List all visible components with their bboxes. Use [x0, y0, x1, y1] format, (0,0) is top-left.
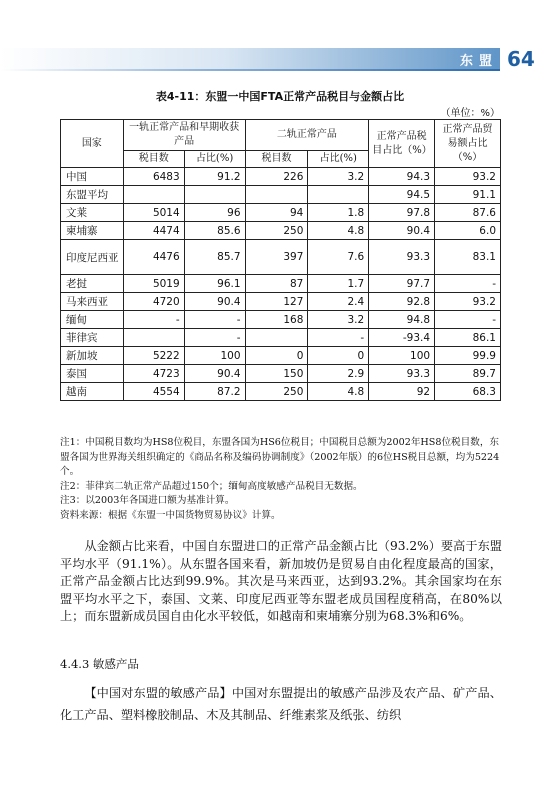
table-row	[61, 383, 501, 401]
normal-trade-share-cell: 91.1	[435, 186, 501, 204]
normal-tariff-share-cell: 90.4	[369, 222, 435, 240]
share-cell: 1.8	[308, 204, 369, 222]
normal-trade-share-cell: 83.1	[435, 240, 501, 275]
share-cell: 91.2	[184, 168, 245, 186]
normal-tariff-share-cell: 100	[369, 347, 435, 365]
share-cell: 4.8	[308, 222, 369, 240]
share-cell: 2.9	[308, 365, 369, 383]
share-cell: -	[184, 329, 245, 347]
tariff-count-cell: 6483	[123, 168, 184, 186]
normal-tariff-share-cell: 93.3	[369, 240, 435, 275]
section-heading: 4.4.3 敏感产品	[60, 657, 139, 671]
country-cell: 新加坡	[61, 347, 124, 365]
share-cell: 3.2	[308, 168, 369, 186]
table-unit: （单位：%）	[440, 108, 500, 119]
tariff-count-cell: 168	[245, 311, 308, 329]
tariff-count-cell: 5014	[123, 204, 184, 222]
share-cell: 87.2	[184, 383, 245, 401]
normal-trade-share-cell: 68.3	[435, 383, 501, 401]
table-row	[61, 311, 501, 329]
share-cell: 100	[184, 347, 245, 365]
normal-trade-share-cell: 87.6	[435, 204, 501, 222]
normal-tariff-share-cell: 97.7	[369, 275, 435, 293]
country-cell: 菲律宾	[61, 329, 124, 347]
analysis-paragraph: 从金额占比来看，中国自东盟进口的正常产品金额占比（93.2%）要高于东盟平均水平（91.1%）。从东盟各国来看，新加坡仍是贸易自由化程度最高的国家，正常产品金额占比达到99.9%。其次是马来西亚，达到93.2%。其余国家均在东盟平均水平之下，泰国、文莱、印度尼西亚等东盟老成员国程度稍高，在80%以上；而东盟新成员国自由化水平较低，如越南和柬埔寨分别为68.3%和6%。	[60, 539, 502, 624]
normal-trade-share-cell: -	[435, 275, 501, 293]
normal-trade-share-cell: 93.2	[435, 168, 501, 186]
tariff-count-cell: 4720	[123, 293, 184, 311]
normal-tariff-share-cell: 93.3	[369, 365, 435, 383]
country-cell: 泰国	[61, 365, 124, 383]
share-cell	[184, 186, 245, 204]
share-cell: 85.7	[184, 240, 245, 275]
tariff-count-cell: 4554	[123, 383, 184, 401]
table-row	[61, 222, 501, 240]
note-1: 注1：中国税目数均为HS8位税目，东盟各国为HS6位税目；中国税目总额为2002年HS8位税目数，东盟各国为世界海关组织确定的《商品名称及编码协调制度》（2002年版）的6位HS税目总额，均为5224个。	[60, 437, 500, 478]
tariff-count-cell: 250	[245, 383, 308, 401]
table-title: 表4-11：东盟一中国FTA正常产品税目与金额占比	[155, 90, 405, 103]
section-paragraph: 【中国对东盟的敏感产品】中国对东盟提出的敏感产品涉及农产品、矿产品、化工产品、塑料橡胶制品、木及其制品、纤维素浆及纸张、纺织	[60, 686, 502, 722]
header-tariff-count-1: 税目数	[123, 151, 184, 168]
share-cell: 90.4	[184, 293, 245, 311]
normal-trade-share-cell: 93.2	[435, 293, 501, 311]
share-cell: 0	[308, 347, 369, 365]
note-2: 注2：菲律宾二轨正常产品超过150个；缅甸高度敏感产品税目无数据。	[60, 480, 363, 492]
tariff-count-cell	[245, 329, 308, 347]
header-group2: 二轨正常产品	[245, 120, 369, 151]
tariff-count-cell: -	[123, 311, 184, 329]
tariff-count-cell	[123, 329, 184, 347]
tariff-count-cell: 397	[245, 240, 308, 275]
share-cell: 85.6	[184, 222, 245, 240]
tariff-count-cell: 226	[245, 168, 308, 186]
share-cell: -	[184, 311, 245, 329]
table-notes	[60, 436, 502, 524]
normal-tariff-share-cell: -93.4	[369, 329, 435, 347]
tariff-count-cell: 127	[245, 293, 308, 311]
normal-tariff-share-cell: 92.8	[369, 293, 435, 311]
normal-tariff-share-cell: 94.3	[369, 168, 435, 186]
table-row	[61, 347, 501, 365]
header-country: 国家	[61, 120, 124, 168]
country-cell: 中国	[61, 168, 124, 186]
header-normal-trade-share: 正常产品贸易额占比（%）	[435, 120, 501, 168]
tariff-count-cell: 0	[245, 347, 308, 365]
tariff-count-cell: 5019	[123, 275, 184, 293]
share-cell: 96	[184, 204, 245, 222]
normal-tariff-share-cell: 94.5	[369, 186, 435, 204]
normal-tariff-share-cell: 92	[369, 383, 435, 401]
country-cell: 印度尼西亚	[61, 240, 124, 275]
header-normal-tariff-share: 正常产品税目占比（%）	[369, 120, 435, 168]
tariff-count-cell: 4723	[123, 365, 184, 383]
country-cell: 缅甸	[61, 311, 124, 329]
header-tariff-count-2: 税目数	[245, 151, 308, 168]
share-cell	[308, 186, 369, 204]
normal-trade-share-cell: -	[435, 311, 501, 329]
header-group1: 一轨正常产品和早期收获产品	[123, 120, 245, 151]
share-cell: 7.6	[308, 240, 369, 275]
share-cell: 2.4	[308, 293, 369, 311]
normal-trade-share-cell: 6.0	[435, 222, 501, 240]
tariff-count-cell: 5222	[123, 347, 184, 365]
header-band	[0, 48, 500, 70]
country-cell: 东盟平均	[61, 186, 124, 204]
country-cell: 马来西亚	[61, 293, 124, 311]
table-row	[61, 186, 501, 204]
share-cell: -	[308, 329, 369, 347]
running-header-section: 东盟	[459, 54, 498, 69]
table-body	[61, 168, 501, 401]
normal-tariff-share-cell: 94.8	[369, 311, 435, 329]
note-3: 注3：以2003年各国进口额为基准计算。	[60, 495, 235, 507]
note-source: 资料来源：根据《东盟一中国货物贸易协议》计算。	[60, 509, 281, 521]
normal-trade-share-cell: 89.7	[435, 365, 501, 383]
tariff-count-cell: 94	[245, 204, 308, 222]
table-row	[61, 204, 501, 222]
header-share-1: 占比(%)	[184, 151, 245, 168]
page-number: 64	[507, 47, 535, 71]
country-cell: 越南	[61, 383, 124, 401]
section-body	[60, 682, 502, 726]
body-text	[60, 538, 502, 626]
tariff-count-cell: 150	[245, 365, 308, 383]
tariff-count-cell: 4474	[123, 222, 184, 240]
tariff-table	[60, 119, 501, 401]
header-rule	[0, 69, 500, 71]
normal-trade-share-cell: 86.1	[435, 329, 501, 347]
table-row	[61, 329, 501, 347]
table-row	[61, 365, 501, 383]
share-cell: 90.4	[184, 365, 245, 383]
tariff-count-cell	[245, 186, 308, 204]
share-cell: 96.1	[184, 275, 245, 293]
country-cell: 老挝	[61, 275, 124, 293]
table-row	[61, 293, 501, 311]
tariff-count-cell: 250	[245, 222, 308, 240]
table-row	[61, 168, 501, 186]
table-row	[61, 240, 501, 275]
header-share-2: 占比(%)	[308, 151, 369, 168]
share-cell: 1.7	[308, 275, 369, 293]
tariff-count-cell: 4476	[123, 240, 184, 275]
share-cell: 3.2	[308, 311, 369, 329]
share-cell: 4.8	[308, 383, 369, 401]
tariff-count-cell: 87	[245, 275, 308, 293]
country-cell: 柬埔寨	[61, 222, 124, 240]
normal-trade-share-cell: 99.9	[435, 347, 501, 365]
tariff-count-cell	[123, 186, 184, 204]
country-cell: 文莱	[61, 204, 124, 222]
normal-tariff-share-cell: 97.8	[369, 204, 435, 222]
table-row	[61, 275, 501, 293]
